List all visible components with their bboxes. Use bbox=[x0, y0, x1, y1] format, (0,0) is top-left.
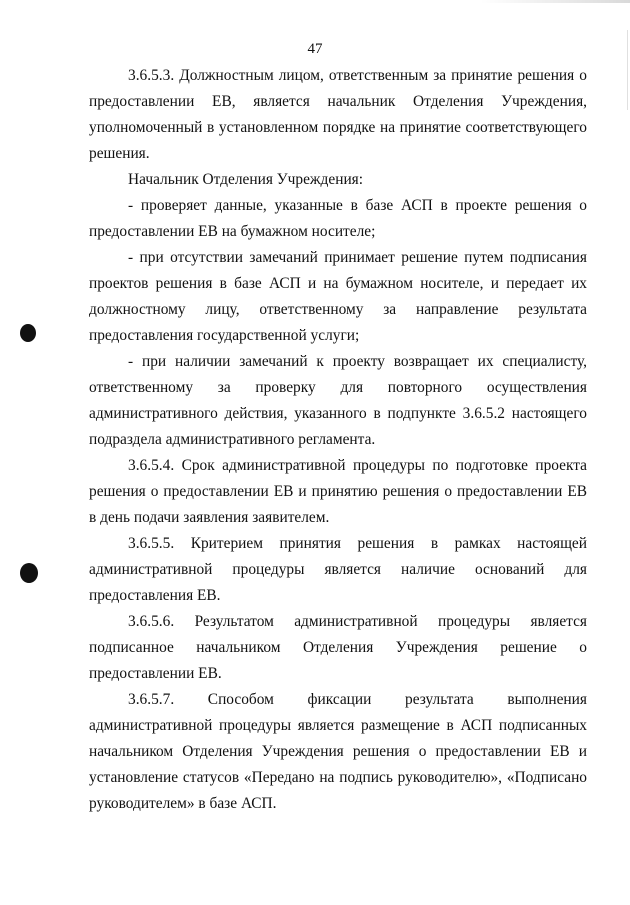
page-number: 47 bbox=[307, 41, 323, 57]
paragraph-head-intro: Начальник Отделения Учреждения: bbox=[128, 171, 364, 188]
document-body bbox=[89, 63, 587, 817]
scan-edge-shadow bbox=[480, 0, 630, 3]
paragraph-with-remarks: - при наличии замечаний к проекту возвращает их специалисту, ответственному за проверку для повторного осуществления административного действия, указанного в подпункте 3.6.5.2 настоящего подраздела административного регламента. bbox=[89, 353, 587, 448]
paragraph-3-6-5-3: 3.6.5.3. Должностным лицом, ответственным за принятие решения о предоставлении ЕВ, является начальник Отделения Учреждения, уполномоченный в установленном порядке на принятие соответствующего решения. bbox=[89, 67, 587, 162]
paragraph-checks-data: - проверяет данные, указанные в базе АСП в проекте решения о предоставлении ЕВ на бумажном носителе; bbox=[89, 197, 587, 240]
paragraph-3-6-5-7: 3.6.5.7. Способом фиксации результата выполнения административной процедуры является размещение в АСП подписанных начальником Отделения Учреждения решения о предоставлении ЕВ и установление статусов «Передано на подпись руководителю», «Подписано руководителем» в базе АСП. bbox=[89, 691, 587, 812]
paragraph-no-remarks: - при отсутствии замечаний принимает решение путем подписания проектов решения в базе АСП и на бумажном носителе, и передает их должностному лицу, ответственному за направление результата предоставления государственной услуги; bbox=[89, 249, 587, 344]
paragraph-3-6-5-5: 3.6.5.5. Критерием принятия решения в рамках настоящей административной процедуры является наличие оснований для предоставления ЕВ. bbox=[89, 535, 587, 604]
paragraph-3-6-5-6: 3.6.5.6. Результатом административной процедуры является подписанное начальником Отделения Учреждения решение о предоставлении ЕВ. bbox=[89, 613, 587, 682]
punch-hole-upper bbox=[20, 324, 36, 342]
punch-hole-lower bbox=[20, 563, 38, 583]
paragraph-3-6-5-4: 3.6.5.4. Срок административной процедуры по подготовке проекта решения о предоставлении ЕВ и принятию решения о предоставлении ЕВ в день подачи заявления заявителем. bbox=[89, 457, 587, 526]
